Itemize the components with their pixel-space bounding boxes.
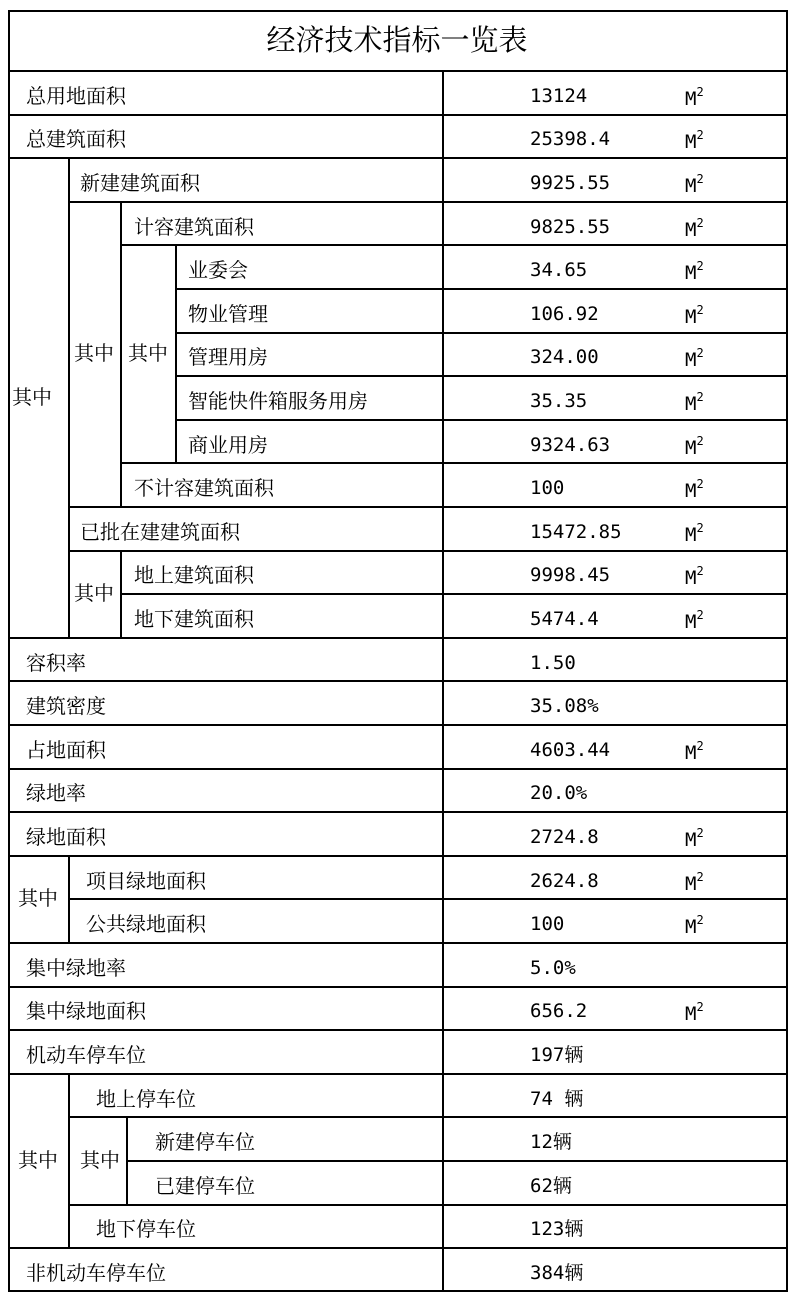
row-label: 地上停车位 bbox=[96, 1087, 196, 1111]
row-value: 15472.85 bbox=[530, 521, 622, 543]
unit-square-meter bbox=[685, 472, 704, 503]
row-value: 656.2 bbox=[530, 1000, 588, 1022]
row-divider bbox=[68, 506, 788, 508]
row-value: 9998.45 bbox=[530, 564, 611, 586]
row-value: 35.08% bbox=[530, 695, 599, 717]
unit-base: M bbox=[685, 567, 697, 589]
row-label: 非机动车停车位 bbox=[26, 1261, 166, 1285]
row-label: 物业管理 bbox=[188, 302, 268, 326]
row-divider bbox=[175, 375, 788, 377]
row-divider bbox=[8, 1247, 788, 1249]
row-value: 384辆 bbox=[530, 1262, 584, 1284]
group-label-qizhong: 其中 bbox=[74, 581, 114, 605]
group-divider bbox=[68, 157, 70, 639]
unit-base: M bbox=[685, 219, 697, 241]
row-value: 35.35 bbox=[530, 390, 588, 412]
unit-exponent: 2 bbox=[696, 346, 704, 360]
unit-square-meter bbox=[685, 995, 704, 1026]
row-divider bbox=[68, 550, 788, 552]
row-label: 容积率 bbox=[26, 651, 86, 675]
row-divider bbox=[8, 1029, 788, 1031]
unit-square-meter bbox=[685, 516, 704, 547]
row-label: 绿地率 bbox=[26, 781, 86, 805]
row-label: 地下建筑面积 bbox=[134, 607, 254, 631]
unit-exponent: 2 bbox=[696, 564, 704, 578]
unit-exponent: 2 bbox=[696, 608, 704, 622]
unit-square-meter bbox=[685, 80, 704, 111]
row-label: 集中绿地面积 bbox=[26, 999, 146, 1023]
row-label: 机动车停车位 bbox=[26, 1043, 146, 1067]
row-divider bbox=[120, 462, 788, 464]
unit-base: M bbox=[685, 524, 697, 546]
row-divider bbox=[120, 244, 788, 246]
row-label: 地下停车位 bbox=[96, 1217, 196, 1241]
row-divider bbox=[8, 1073, 788, 1075]
row-value: 62辆 bbox=[530, 1175, 572, 1197]
group-divider bbox=[120, 201, 122, 508]
row-value: 12辆 bbox=[530, 1131, 572, 1153]
row-value: 2724.8 bbox=[530, 826, 599, 848]
row-divider bbox=[8, 637, 788, 639]
unit-exponent: 2 bbox=[696, 913, 704, 927]
row-value: 20.0% bbox=[530, 782, 588, 804]
unit-exponent: 2 bbox=[696, 870, 704, 884]
unit-square-meter bbox=[685, 385, 704, 416]
row-label: 公共绿地面积 bbox=[86, 912, 206, 936]
row-label: 总建筑面积 bbox=[26, 127, 126, 151]
unit-base: M bbox=[685, 88, 697, 110]
unit-base: M bbox=[685, 393, 697, 415]
unit-square-meter bbox=[685, 167, 704, 198]
unit-base: M bbox=[685, 916, 697, 938]
unit-exponent: 2 bbox=[696, 434, 704, 448]
unit-base: M bbox=[685, 829, 697, 851]
row-value: 13124 bbox=[530, 85, 588, 107]
row-divider bbox=[8, 680, 788, 682]
group-divider bbox=[68, 1073, 70, 1249]
row-value: 324.00 bbox=[530, 346, 599, 368]
unit-base: M bbox=[685, 175, 697, 197]
row-value: 5.0% bbox=[530, 957, 576, 979]
unit-square-meter bbox=[685, 559, 704, 590]
unit-exponent: 2 bbox=[696, 259, 704, 273]
row-label: 计容建筑面积 bbox=[134, 215, 254, 239]
row-label: 占地面积 bbox=[26, 738, 106, 762]
row-label: 集中绿地率 bbox=[26, 956, 126, 980]
group-label-qizhong: 其中 bbox=[80, 1148, 120, 1172]
unit-exponent: 2 bbox=[696, 128, 704, 142]
row-divider bbox=[8, 114, 788, 116]
unit-base: M bbox=[685, 742, 697, 764]
unit-exponent: 2 bbox=[696, 303, 704, 317]
row-label: 新建建筑面积 bbox=[80, 171, 200, 195]
row-label: 项目绿地面积 bbox=[86, 869, 206, 893]
unit-base: M bbox=[685, 349, 697, 371]
unit-base: M bbox=[685, 131, 697, 153]
row-value: 25398.4 bbox=[530, 128, 611, 150]
row-label: 总用地面积 bbox=[26, 84, 126, 108]
row-label: 智能快件箱服务用房 bbox=[188, 389, 368, 413]
row-value: 100 bbox=[530, 477, 565, 499]
table-title: 经济技术指标一览表 bbox=[266, 23, 528, 57]
unit-exponent: 2 bbox=[696, 1000, 704, 1014]
row-value: 74 辆 bbox=[530, 1088, 584, 1110]
row-value: 123辆 bbox=[530, 1218, 584, 1240]
row-divider bbox=[8, 724, 788, 726]
row-label: 业委会 bbox=[188, 258, 248, 282]
group-divider bbox=[68, 855, 70, 944]
row-value: 197辆 bbox=[530, 1044, 584, 1066]
unit-exponent: 2 bbox=[696, 390, 704, 404]
unit-square-meter bbox=[685, 429, 704, 460]
row-divider bbox=[8, 157, 788, 159]
row-value: 5474.4 bbox=[530, 608, 599, 630]
table-border-top bbox=[8, 10, 788, 12]
unit-square-meter bbox=[685, 341, 704, 372]
group-label-qizhong: 其中 bbox=[12, 385, 52, 409]
unit-square-meter bbox=[685, 603, 704, 634]
unit-square-meter bbox=[685, 254, 704, 285]
unit-exponent: 2 bbox=[696, 216, 704, 230]
group-label-qizhong: 其中 bbox=[18, 886, 58, 910]
row-divider bbox=[120, 593, 788, 595]
row-value: 106.92 bbox=[530, 303, 599, 325]
row-label: 管理用房 bbox=[188, 345, 268, 369]
row-divider bbox=[175, 419, 788, 421]
row-divider bbox=[68, 201, 788, 203]
row-divider bbox=[68, 898, 788, 900]
group-label-qizhong: 其中 bbox=[18, 1148, 58, 1172]
group-label-qizhong: 其中 bbox=[74, 341, 114, 365]
row-value: 4603.44 bbox=[530, 739, 611, 761]
row-label: 已建停车位 bbox=[155, 1174, 255, 1198]
unit-base: M bbox=[685, 306, 697, 328]
row-label: 已批在建建筑面积 bbox=[80, 520, 240, 544]
value-column-divider bbox=[442, 70, 444, 1290]
row-divider bbox=[8, 855, 788, 857]
unit-square-meter bbox=[685, 211, 704, 242]
row-divider bbox=[8, 768, 788, 770]
table-border-left bbox=[8, 10, 10, 1292]
row-label: 新建停车位 bbox=[155, 1130, 255, 1154]
unit-exponent: 2 bbox=[696, 172, 704, 186]
row-label: 建筑密度 bbox=[26, 694, 106, 718]
unit-base: M bbox=[685, 480, 697, 502]
row-value: 9324.63 bbox=[530, 434, 611, 456]
row-divider bbox=[175, 332, 788, 334]
unit-square-meter bbox=[685, 123, 704, 154]
unit-base: M bbox=[685, 262, 697, 284]
row-value: 2624.8 bbox=[530, 870, 599, 892]
unit-square-meter bbox=[685, 734, 704, 765]
unit-exponent: 2 bbox=[696, 521, 704, 535]
unit-exponent: 2 bbox=[696, 477, 704, 491]
group-divider bbox=[126, 1116, 128, 1205]
group-divider bbox=[120, 550, 122, 639]
row-divider bbox=[8, 942, 788, 944]
group-divider bbox=[175, 244, 177, 464]
unit-base: M bbox=[685, 611, 697, 633]
row-divider bbox=[8, 986, 788, 988]
row-divider bbox=[68, 1204, 788, 1206]
row-divider bbox=[126, 1160, 788, 1162]
row-label: 商业用房 bbox=[188, 433, 268, 457]
unit-base: M bbox=[685, 1003, 697, 1025]
row-label: 绿地面积 bbox=[26, 825, 106, 849]
row-label: 不计容建筑面积 bbox=[134, 476, 274, 500]
row-value: 100 bbox=[530, 913, 565, 935]
unit-base: M bbox=[685, 873, 697, 895]
row-divider bbox=[175, 288, 788, 290]
row-value: 9925.55 bbox=[530, 172, 611, 194]
row-divider bbox=[8, 811, 788, 813]
unit-square-meter bbox=[685, 298, 704, 329]
table-border-bottom bbox=[8, 1290, 788, 1292]
row-divider bbox=[68, 1116, 788, 1118]
row-value: 9825.55 bbox=[530, 216, 611, 238]
title-divider bbox=[8, 70, 788, 72]
unit-square-meter bbox=[685, 865, 704, 896]
unit-square-meter bbox=[685, 908, 704, 939]
unit-square-meter bbox=[685, 821, 704, 852]
group-label-qizhong: 其中 bbox=[128, 341, 168, 365]
unit-exponent: 2 bbox=[696, 85, 704, 99]
row-value: 1.50 bbox=[530, 652, 576, 674]
row-value: 34.65 bbox=[530, 259, 588, 281]
row-label: 地上建筑面积 bbox=[134, 563, 254, 587]
unit-exponent: 2 bbox=[696, 826, 704, 840]
unit-base: M bbox=[685, 437, 697, 459]
unit-exponent: 2 bbox=[696, 739, 704, 753]
